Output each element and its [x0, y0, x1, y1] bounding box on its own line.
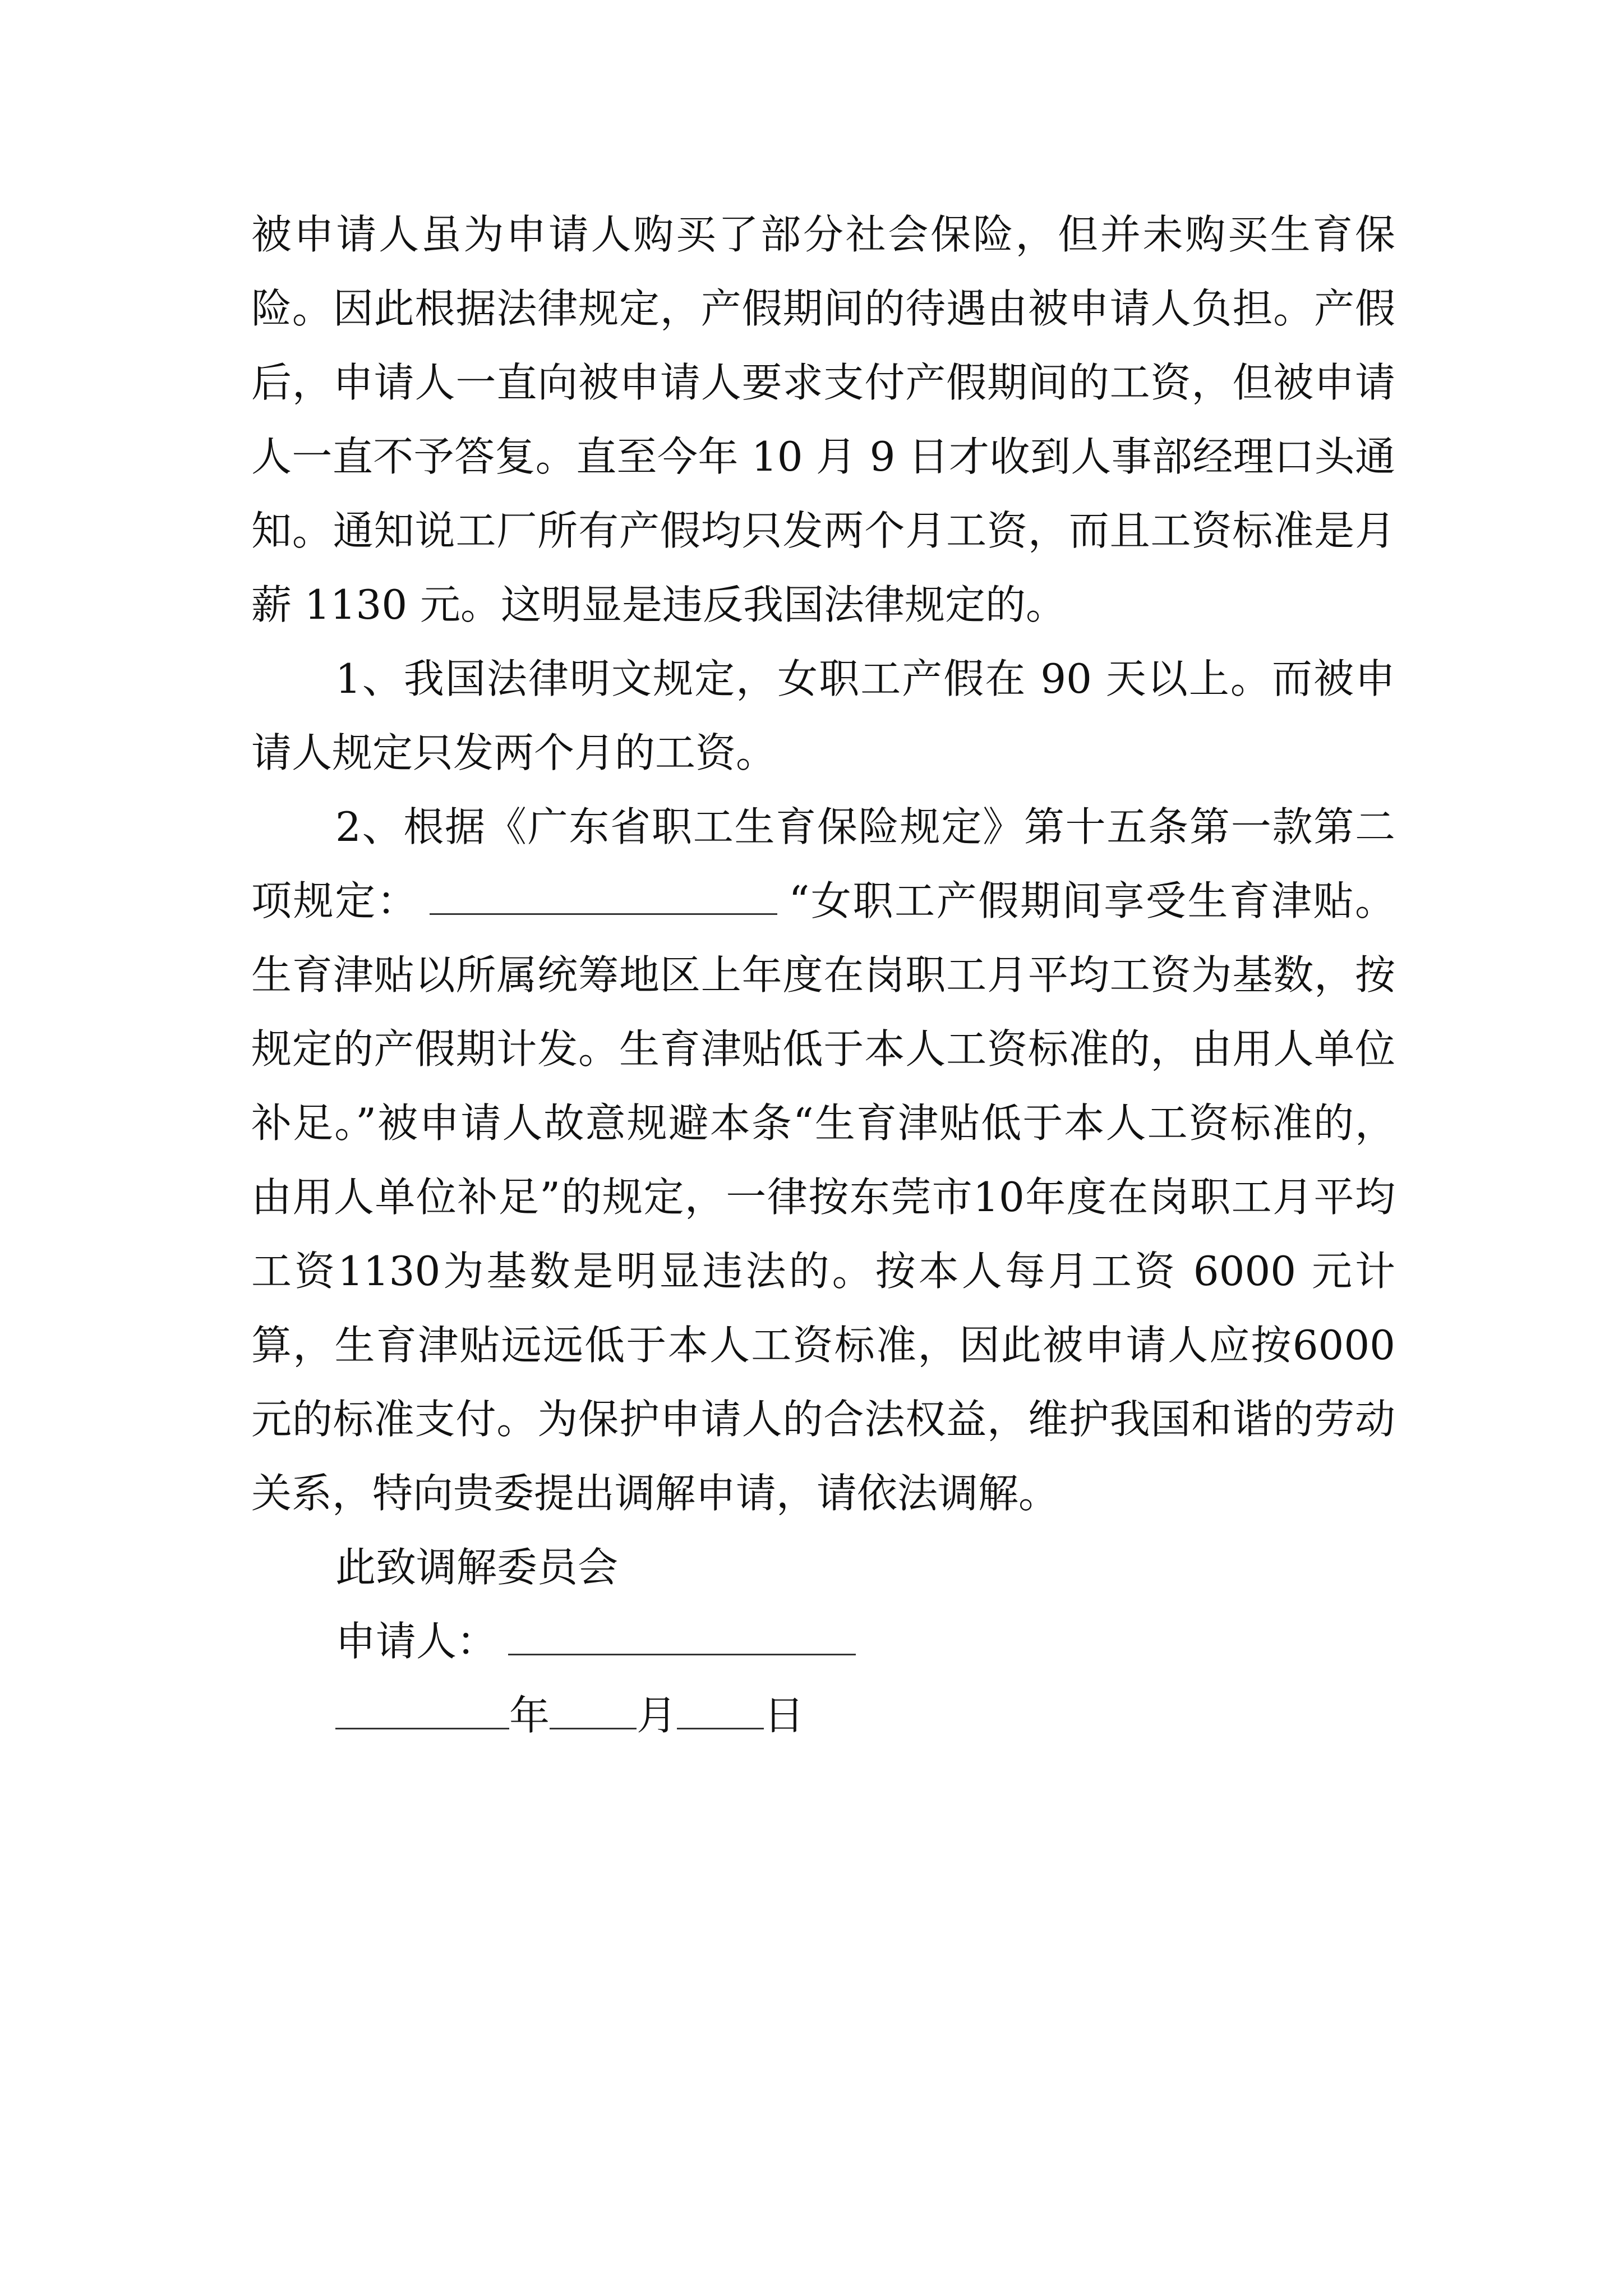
paragraph-3: [251, 790, 1395, 1530]
month-label: 月: [637, 1692, 677, 1739]
paragraph-3-lead: 2、根据《广东省职工生育保险规定》第十五条第一款第二项规定：: [251, 803, 1395, 924]
year-blank: [335, 1691, 509, 1729]
date-line: [251, 1678, 1395, 1752]
paragraph-1: 被申请人虽为申请人购买了部分社会保险，但并未购买生育保险。因此根据法律规定，产假期间的待遇由被申请人负担。产假后，申请人一直向被申请人要求支付产假期间的工资，但被申请人一直不予答复。直至今年 10 月 9 日才收到人事部经理口头通知。通知说工厂所有产假均只发两个月工资，而且工资标准是月薪 1130 元。这明显是违反我国法律规定的。: [251, 211, 1395, 628]
applicant-label: 申请人：: [335, 1618, 497, 1665]
day-blank: [677, 1691, 764, 1729]
closing-line: 此致调解委员会: [335, 1544, 619, 1591]
paragraph-3-rest: “女职工产假期间享受生育津贴。生育津贴以所属统筹地区上年度在岗职工月平均工资为基数，按规定的产假期计发。生育津贴低于本人工资标准的，由用人单位补足。”被申请人故意规避本条“生育津贴低于本人工资标准的，由用人单位补足”的规定，一律按东莞市10年度在岗职工月平均工资1130为基数是明显违法的。按本人每月工资 6000 元计算，生育津贴远远低于本人工资标准，因此被申请人应按6000 元的标准支付。为保护申请人的合法权益，维护我国和谐的劳动关系，特向贵委提出调解申请，请依法调解。: [251, 877, 1395, 1517]
fill-in-blank: [430, 876, 777, 915]
day-label: 日: [764, 1692, 805, 1739]
document-body: [251, 197, 1395, 1752]
year-label: 年: [509, 1692, 550, 1739]
applicant-line: [251, 1604, 1395, 1678]
paragraph-2: 1、我国法律明文规定，女职工产假在 90 天以上。而被申请人规定只发两个月的工资。: [251, 655, 1395, 776]
month-blank: [550, 1691, 637, 1729]
applicant-signature-blank: [508, 1617, 856, 1655]
